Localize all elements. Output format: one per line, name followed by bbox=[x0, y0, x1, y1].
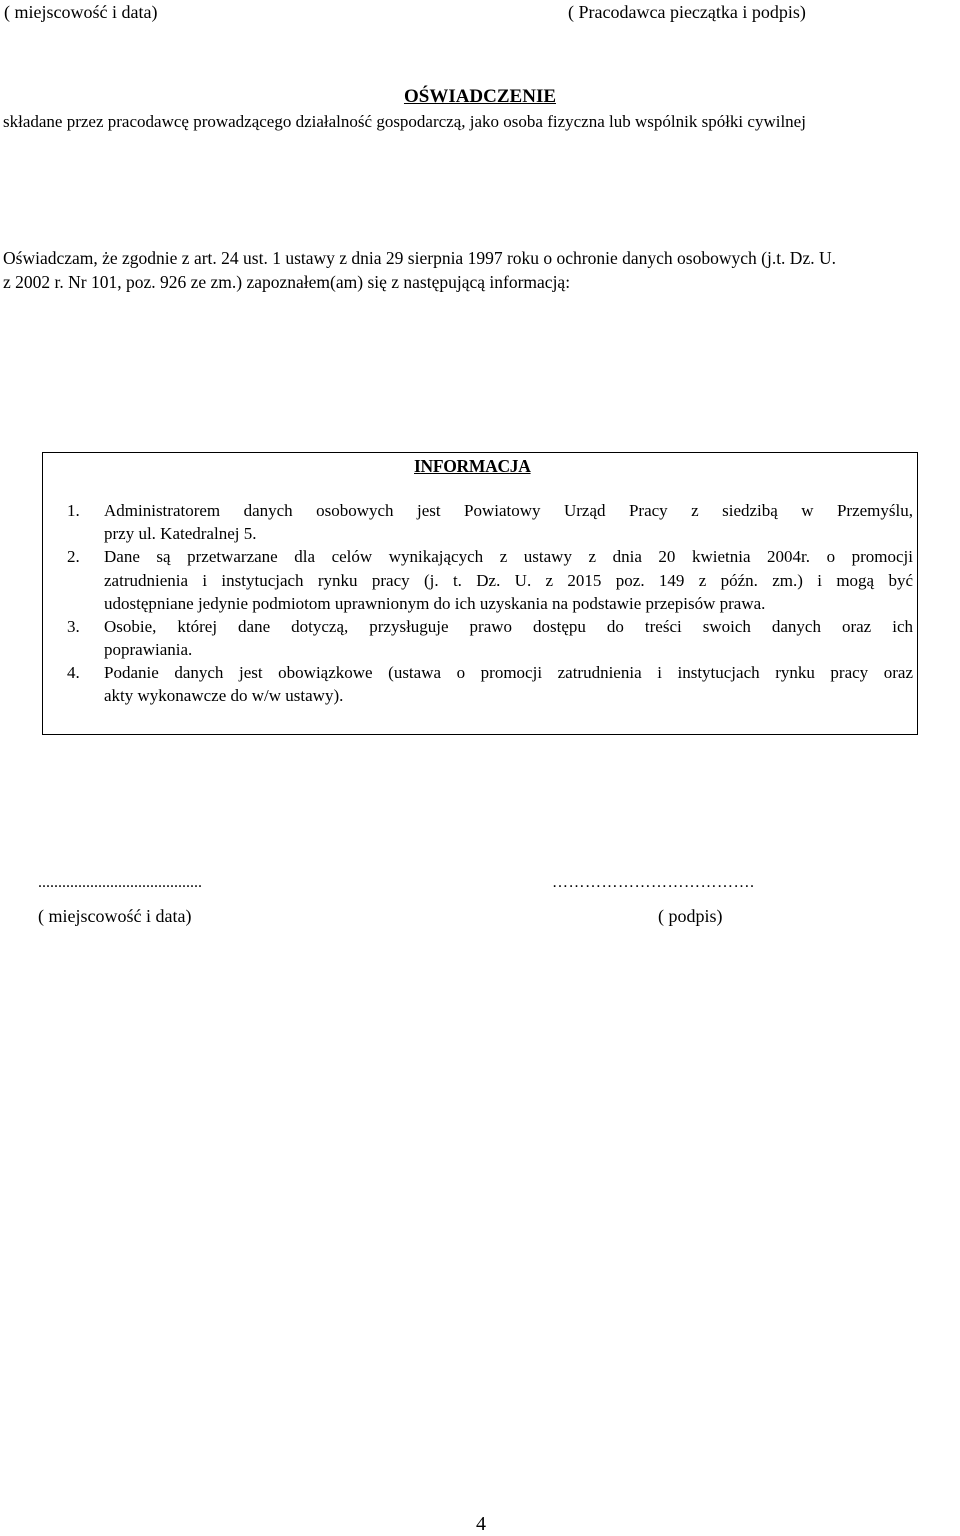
information-item-line: przy ul. Katedralnej 5. bbox=[104, 524, 257, 543]
signature-label: ( podpis) bbox=[658, 906, 723, 926]
information-item-line: Osobie, której dane dotyczą, przysługuje prawo dostępu do treści swoich danych oraz ich bbox=[104, 617, 913, 636]
information-item-line: Podanie danych jest obowiązkowe (ustawa o promocji zatrudnienia i instytucjach rynku pracy oraz bbox=[104, 663, 913, 682]
place-date-signature-line: ......................................... bbox=[38, 874, 202, 891]
information-item-number: 3. bbox=[67, 617, 80, 636]
page-number: 4 bbox=[476, 1513, 486, 1535]
document-title: OŚWIADCZENIE bbox=[403, 86, 557, 107]
header-place-date-label: ( miejscowość i data) bbox=[4, 2, 158, 22]
information-item-line: akty wykonawcze do w/w ustawy). bbox=[104, 686, 344, 705]
declaration-line-1: Oświadczam, że zgodnie z art. 24 ust. 1 ustawy z dnia 29 sierpnia 1997 roku o ochronie danych osobowych (j.t. Dz. U. bbox=[3, 248, 836, 268]
information-item-line: poprawiania. bbox=[104, 640, 193, 659]
information-item-number: 4. bbox=[67, 663, 80, 682]
information-item-number: 1. bbox=[67, 501, 80, 520]
place-date-label: ( miejscowość i data) bbox=[38, 906, 192, 926]
information-item-number: 2. bbox=[67, 547, 80, 566]
information-item-line: Dane są przetwarzane dla celów wynikających z ustawy z dnia 20 kwietnia 2004r. o promocji bbox=[104, 547, 913, 566]
header-employer-stamp-label: ( Pracodawca pieczątka i podpis) bbox=[568, 2, 806, 22]
information-item-line: zatrudnienia i instytucjach rynku pracy (j. t. Dz. U. z 2015 poz. 149 z późn. zm.) i mogą być bbox=[104, 571, 913, 590]
information-item-line: Administratorem danych osobowych jest Powiatowy Urząd Pracy z siedzibą w Przemyślu, bbox=[104, 501, 913, 520]
declaration-line-2: z 2002 r. Nr 101, poz. 926 ze zm.) zapoznałem(am) się z następującą informacją: bbox=[3, 272, 571, 292]
signature-line: ………………………………. bbox=[552, 874, 755, 891]
information-title: INFORMACJA bbox=[414, 456, 531, 476]
information-item-line: udostępniane jedynie podmiotom uprawnionym do ich uzyskania na podstawie przepisów prawa. bbox=[104, 594, 766, 613]
document-subtitle: składane przez pracodawcę prowadzącego działalność gospodarczą, jako osoba fizyczna lub wspólnik spółki cywilnej bbox=[3, 112, 806, 131]
